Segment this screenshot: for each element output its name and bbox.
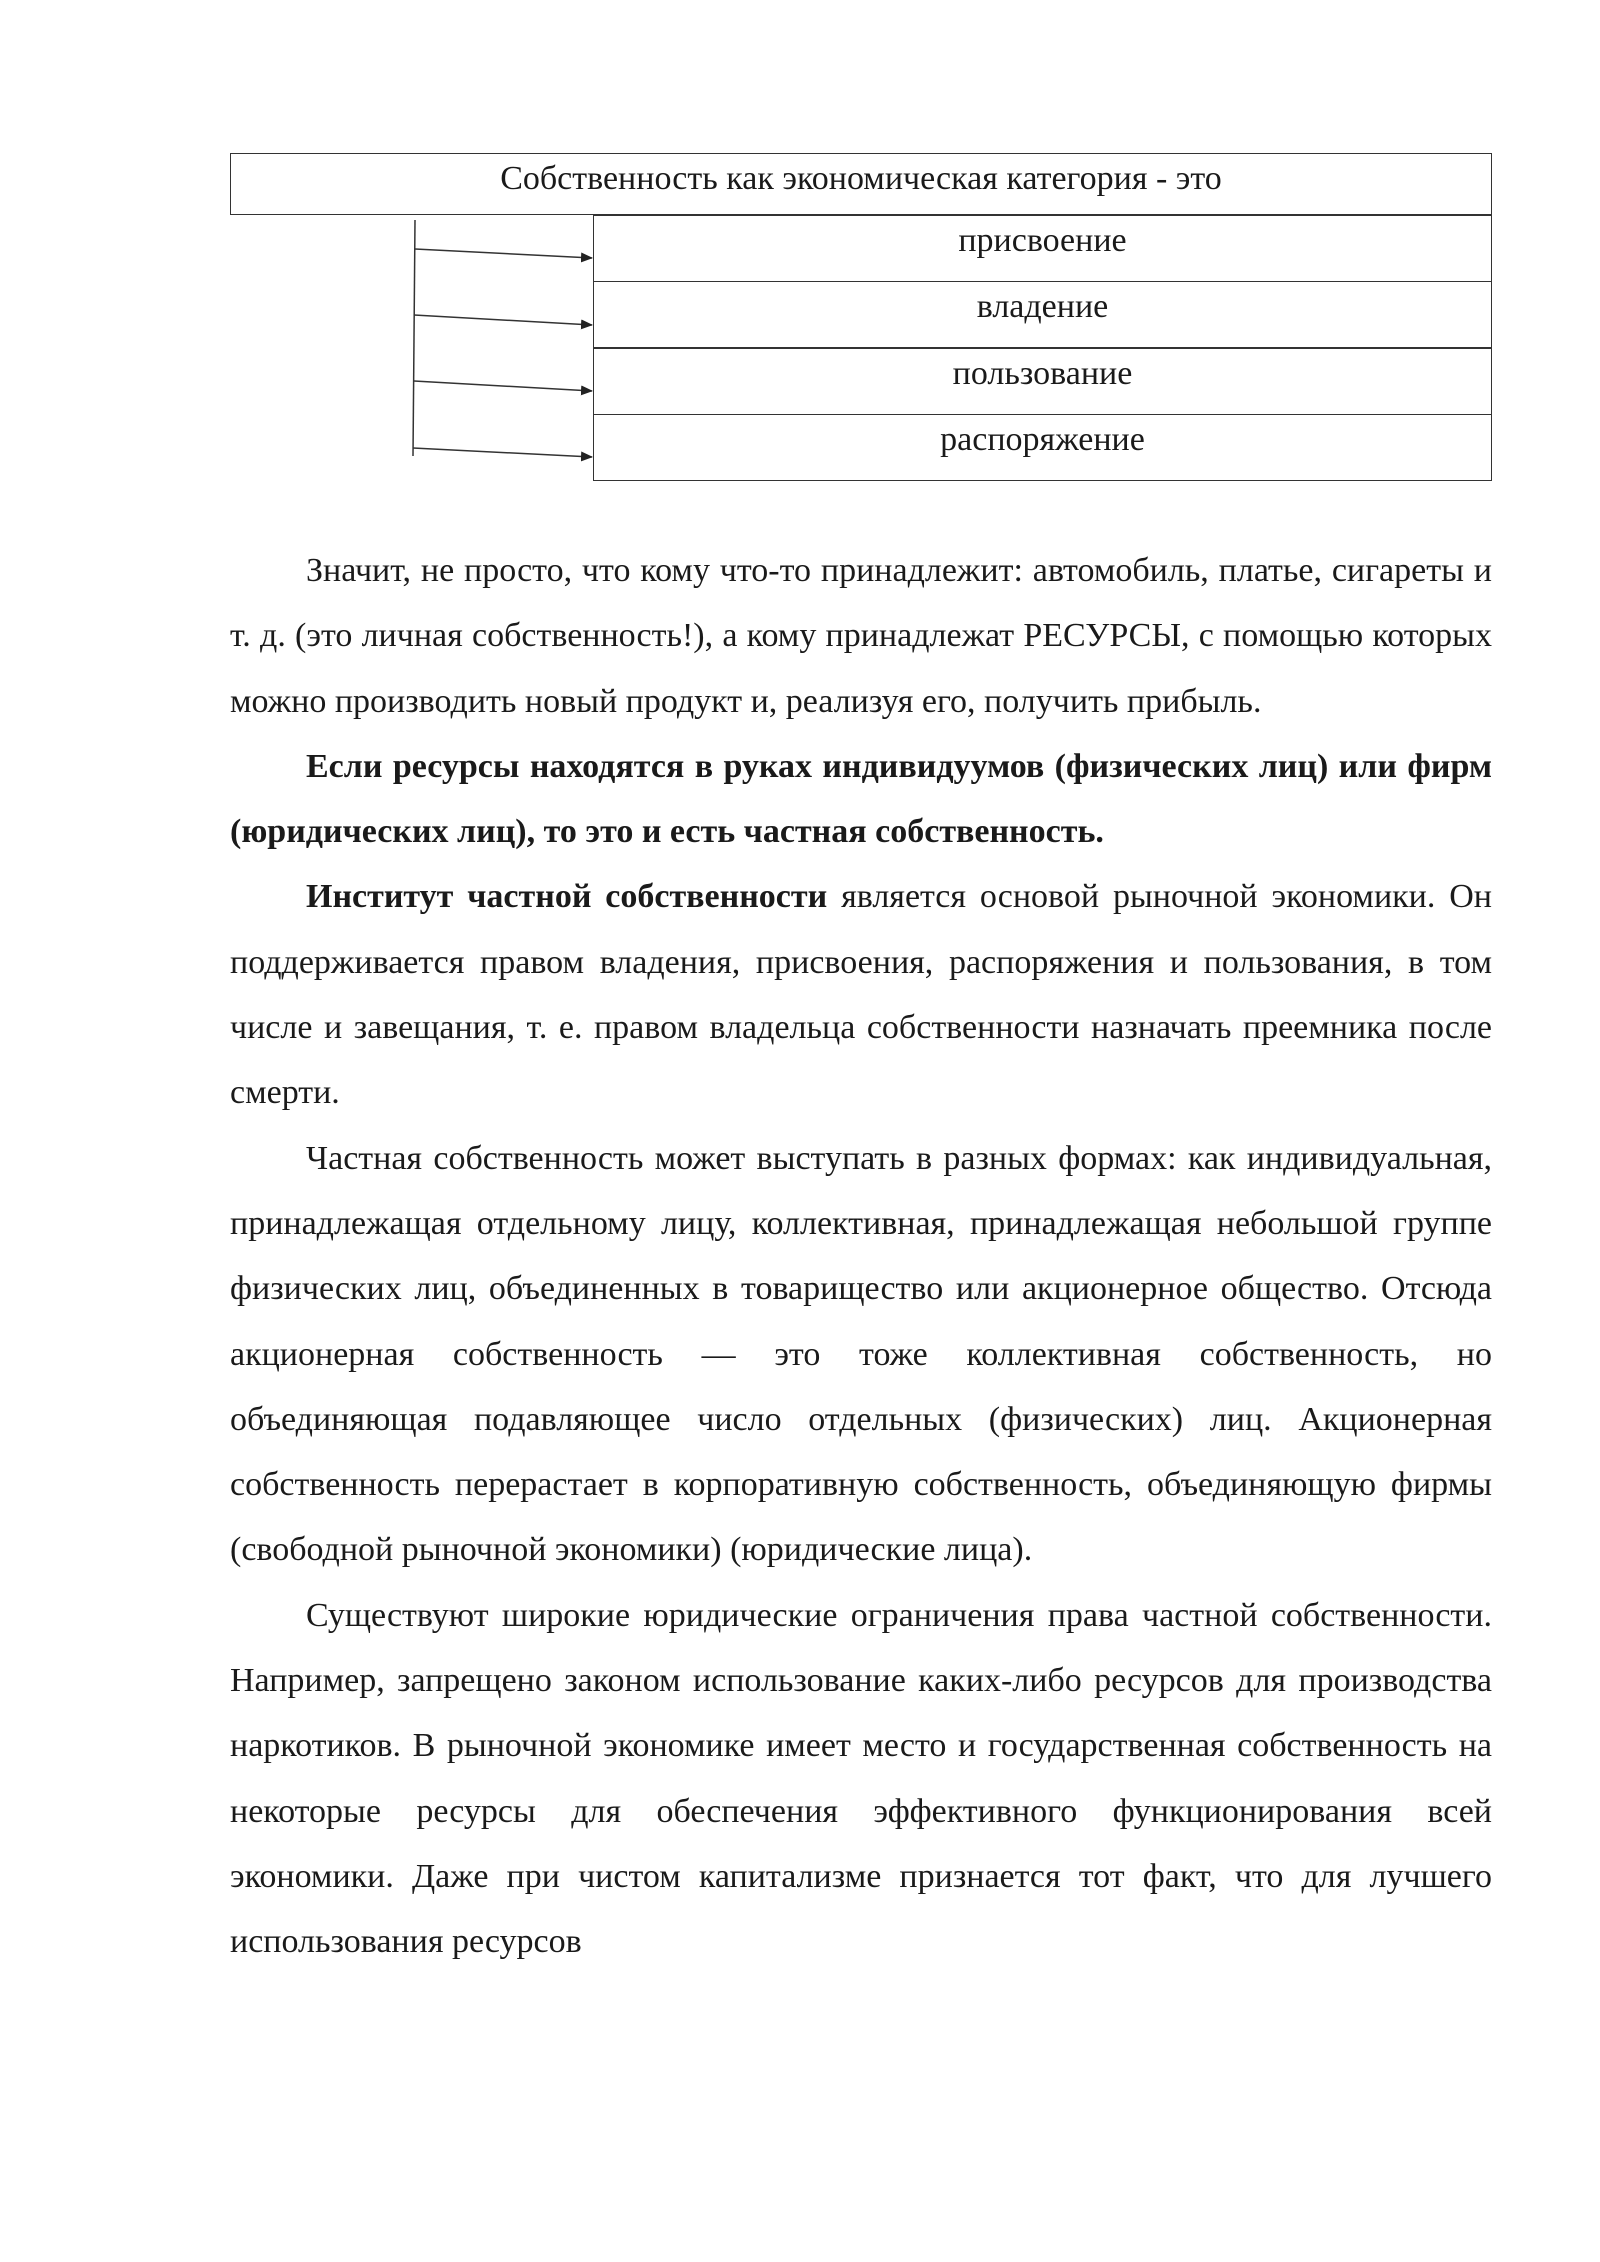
category-box: Собственность как экономическая категория - это: [230, 153, 1492, 215]
paragraph-4: Частная собственность может выступать в разных формах: как индивидуальная, принадлежащая отдельному лицу, коллективная, принадлежащая небольшой группе физических лиц, объединенных в товарищество или акционерное общество. Отсюда акционерная собственность — это тоже коллективная собственность, но объединяющая подавляющее число отдельных (физических) лиц. Акционерная собственность перерастает в корпоративную собственность, объединяющую фирмы (свободной рыночной экономики) (юридические лица).: [230, 1139, 1492, 1569]
paragraph-3-bold: Институт частной собственности: [306, 878, 828, 916]
paragraph-2-bold: Если ресурсы находятся в руках индивидуумов (физических лиц) или фирм (юридических лиц), то это и есть частная собственность.: [230, 747, 1492, 851]
item-box-possession: владение: [593, 281, 1492, 348]
item-box-disposal: распоряжение: [593, 414, 1492, 481]
paragraph-1: Значит, не просто, что кому что-то принадлежит: автомобиль, платье, сигареты и т. д. (это личная собственность!), а кому принадлежат РЕСУРСЫ, с помощью которых можно производить новый продукт и, реализуя его, получить прибыль.: [230, 552, 1492, 720]
body-text: [230, 538, 1492, 1975]
item-box-use: пользование: [593, 348, 1492, 415]
paragraph-2: [230, 734, 1492, 865]
diagram-connectors: [0, 0, 1600, 500]
connector-arrow-use: [414, 381, 592, 391]
connector-vertical-line: [413, 220, 415, 456]
connector-arrow-appropriation: [415, 249, 592, 258]
paragraph-3: [230, 864, 1492, 1125]
paragraph-3-rest: является основой рыночной экономики. Он поддерживается правом владения, присвоения, распоряжения и пользования, в том числе и завещания, т. е. правом владельца собственности назначать преемника после смерти.: [230, 878, 1492, 1112]
paragraph-5: Существуют широкие юридические ограничения права частной собственности. Например, запрещено законом использование каких-либо ресурсов для производства наркотиков. В рыночной экономике имеет место и государственная собственность на некоторые ресурсы для обеспечения эффективного функционирования всей экономики. Даже при чистом капитализме признается тот факт, что для лучшего использования ресурсов: [230, 1596, 1492, 1961]
connector-arrow-disposal: [413, 448, 592, 457]
item-box-appropriation: присвоение: [593, 215, 1492, 282]
property-diagram: [0, 0, 1600, 500]
connector-arrow-possession: [414, 315, 592, 325]
